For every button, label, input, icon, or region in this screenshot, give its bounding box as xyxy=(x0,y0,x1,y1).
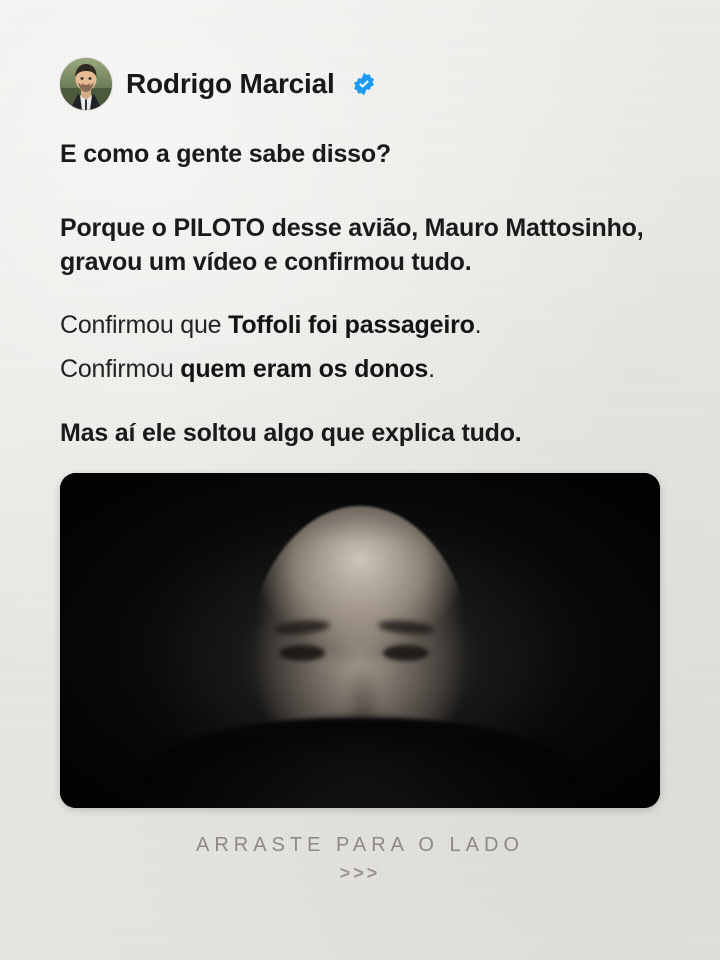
paragraph-1: E como a gente sabe disso? xyxy=(60,140,392,168)
paragraph-4: Mas aí ele soltou algo que explica tudo. xyxy=(60,418,522,447)
swipe-hint-label: ARRASTE PARA O LADO xyxy=(195,833,525,856)
post-header xyxy=(60,0,660,110)
spacer xyxy=(60,279,660,309)
spacer xyxy=(60,343,660,353)
post-body xyxy=(60,138,660,451)
paragraph-3a-lead: Confirmou que xyxy=(60,311,229,340)
spacer xyxy=(60,172,660,212)
video-subject-eye-left xyxy=(279,645,325,661)
paragraph-3b-tail: . xyxy=(428,355,435,383)
avatar[interactable] xyxy=(60,58,112,110)
swipe-hint xyxy=(60,834,660,884)
paragraph-3a xyxy=(60,309,660,343)
author-name: Rodrigo Marcial xyxy=(126,68,335,99)
paragraph-3b-emphasis: quem eram os donos xyxy=(180,355,429,383)
verified-badge-icon xyxy=(351,71,377,97)
video-subject-eye-right xyxy=(383,645,429,661)
video-thumbnail[interactable] xyxy=(60,473,660,808)
paragraph-3b-lead: Confirmou xyxy=(60,355,181,383)
paragraph-2: Porque o PILOTO desse avião, Mauro Mattosinho, gravou um vídeo e confirmou tudo. xyxy=(60,213,644,276)
swipe-hint-arrows-icon: >>> xyxy=(339,862,381,883)
paragraph-3a-emphasis: Toffoli foi passageiro xyxy=(228,311,475,340)
paragraph-3a-tail: . xyxy=(474,311,482,340)
spacer xyxy=(60,387,660,417)
paragraph-3b xyxy=(60,353,660,387)
